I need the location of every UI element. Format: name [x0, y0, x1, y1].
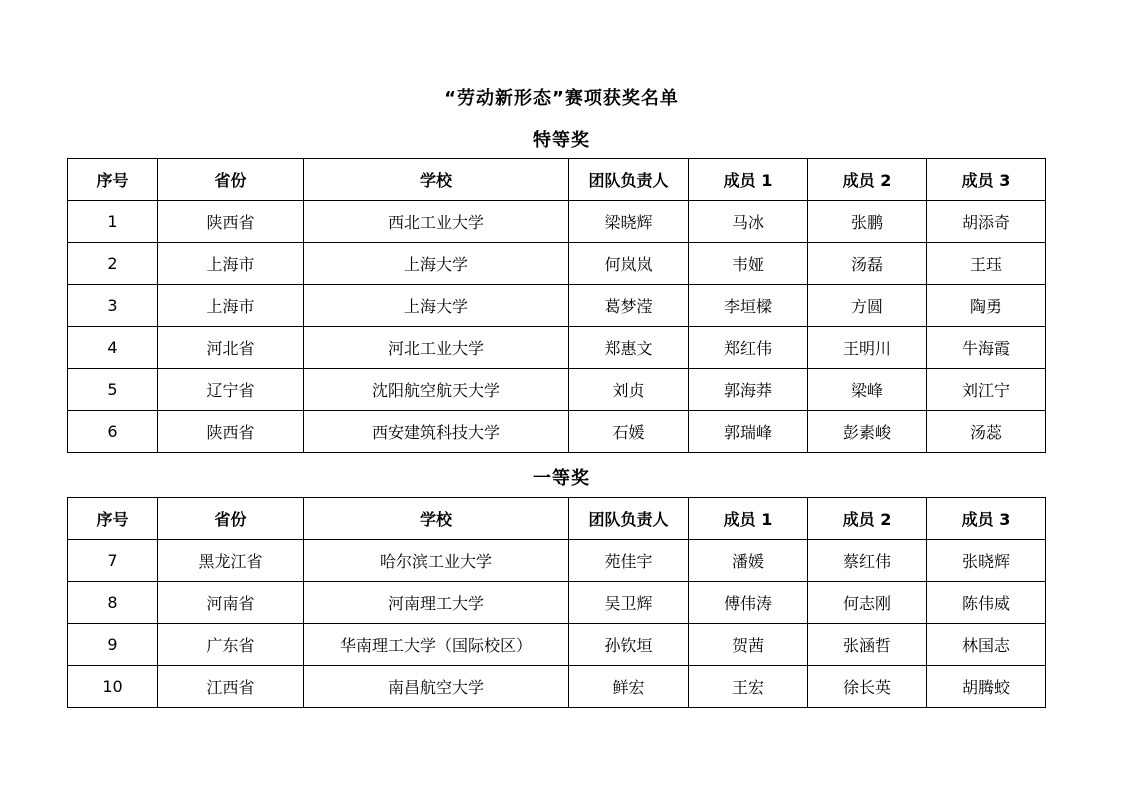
- cell-province: 广东省: [158, 624, 304, 666]
- cell-school: 华南理工大学（国际校区）: [304, 624, 569, 666]
- cell-member-1: 郑红伟: [689, 327, 808, 369]
- first-prize-table: [67, 497, 1046, 708]
- table-row: [68, 666, 1046, 708]
- cell-leader: 孙钦垣: [569, 624, 689, 666]
- column-header-member-1: 成员 1: [689, 498, 808, 540]
- cell-member-1: 贺茜: [689, 624, 808, 666]
- cell-member-2: 张鹏: [808, 201, 927, 243]
- table-row: [68, 582, 1046, 624]
- cell-school: 上海大学: [304, 285, 569, 327]
- cell-index: 1: [68, 201, 158, 243]
- cell-member-3: 陶勇: [927, 285, 1046, 327]
- cell-index: 10: [68, 666, 158, 708]
- cell-member-2: 梁峰: [808, 369, 927, 411]
- table-row: [68, 624, 1046, 666]
- cell-member-3: 刘江宁: [927, 369, 1046, 411]
- cell-leader: 石媛: [569, 411, 689, 453]
- cell-index: 9: [68, 624, 158, 666]
- column-header-index: 序号: [68, 498, 158, 540]
- cell-member-3: 张晓辉: [927, 540, 1046, 582]
- cell-leader: 刘贞: [569, 369, 689, 411]
- cell-index: 2: [68, 243, 158, 285]
- cell-leader: 何岚岚: [569, 243, 689, 285]
- table-row: [68, 540, 1046, 582]
- cell-province: 陕西省: [158, 201, 304, 243]
- column-header-school: 学校: [304, 159, 569, 201]
- cell-member-1: 郭瑞峰: [689, 411, 808, 453]
- cell-school: 哈尔滨工业大学: [304, 540, 569, 582]
- section-title-first-prize: 一等奖: [533, 468, 590, 489]
- column-header-member-3: 成员 3: [927, 159, 1046, 201]
- cell-leader: 梁晓辉: [569, 201, 689, 243]
- cell-school: 沈阳航空航天大学: [304, 369, 569, 411]
- cell-member-3: 牛海霞: [927, 327, 1046, 369]
- cell-province: 河北省: [158, 327, 304, 369]
- table-row: [68, 285, 1046, 327]
- cell-member-1: 马冰: [689, 201, 808, 243]
- cell-index: 4: [68, 327, 158, 369]
- column-header-school: 学校: [304, 498, 569, 540]
- column-header-leader: 团队负责人: [569, 159, 689, 201]
- special-prize-table: [67, 158, 1046, 453]
- cell-member-1: 傅伟涛: [689, 582, 808, 624]
- table-row: [68, 411, 1046, 453]
- cell-member-2: 蔡红伟: [808, 540, 927, 582]
- cell-school: 河北工业大学: [304, 327, 569, 369]
- table-row: [68, 243, 1046, 285]
- cell-member-3: 林国志: [927, 624, 1046, 666]
- table-row: [68, 369, 1046, 411]
- cell-school: 上海大学: [304, 243, 569, 285]
- cell-leader: 鲜宏: [569, 666, 689, 708]
- cell-member-2: 王明川: [808, 327, 927, 369]
- cell-school: 河南理工大学: [304, 582, 569, 624]
- column-header-province: 省份: [158, 498, 304, 540]
- cell-province: 陕西省: [158, 411, 304, 453]
- column-header-province: 省份: [158, 159, 304, 201]
- cell-province: 上海市: [158, 285, 304, 327]
- cell-leader: 葛梦滢: [569, 285, 689, 327]
- cell-member-1: 潘媛: [689, 540, 808, 582]
- cell-province: 江西省: [158, 666, 304, 708]
- cell-member-1: 王宏: [689, 666, 808, 708]
- cell-member-3: 汤蕊: [927, 411, 1046, 453]
- cell-leader: 吴卫辉: [569, 582, 689, 624]
- column-header-leader: 团队负责人: [569, 498, 689, 540]
- table-row: [68, 327, 1046, 369]
- cell-member-2: 何志刚: [808, 582, 927, 624]
- cell-member-3: 胡腾蛟: [927, 666, 1046, 708]
- cell-member-1: 郭海莽: [689, 369, 808, 411]
- column-header-member-2: 成员 2: [808, 498, 927, 540]
- column-header-index: 序号: [68, 159, 158, 201]
- cell-member-2: 方圆: [808, 285, 927, 327]
- cell-province: 上海市: [158, 243, 304, 285]
- cell-member-1: 韦娅: [689, 243, 808, 285]
- page-title: “劳动新形态”赛项获奖名单: [444, 88, 679, 109]
- column-header-member-1: 成员 1: [689, 159, 808, 201]
- table-header-row: [68, 498, 1046, 540]
- cell-index: 7: [68, 540, 158, 582]
- cell-leader: 郑惠文: [569, 327, 689, 369]
- cell-member-2: 汤磊: [808, 243, 927, 285]
- table-header-row: [68, 159, 1046, 201]
- cell-province: 辽宁省: [158, 369, 304, 411]
- table-row: [68, 201, 1046, 243]
- cell-member-1: 李垣樑: [689, 285, 808, 327]
- cell-leader: 苑佳宇: [569, 540, 689, 582]
- cell-index: 3: [68, 285, 158, 327]
- section-title-special-prize: 特等奖: [533, 130, 590, 151]
- cell-member-3: 王珏: [927, 243, 1046, 285]
- cell-member-2: 徐长英: [808, 666, 927, 708]
- cell-index: 6: [68, 411, 158, 453]
- cell-index: 8: [68, 582, 158, 624]
- column-header-member-3: 成员 3: [927, 498, 1046, 540]
- cell-school: 西安建筑科技大学: [304, 411, 569, 453]
- column-header-member-2: 成员 2: [808, 159, 927, 201]
- cell-school: 西北工业大学: [304, 201, 569, 243]
- cell-member-3: 陈伟威: [927, 582, 1046, 624]
- cell-index: 5: [68, 369, 158, 411]
- cell-member-2: 张涵哲: [808, 624, 927, 666]
- cell-province: 河南省: [158, 582, 304, 624]
- cell-province: 黑龙江省: [158, 540, 304, 582]
- cell-school: 南昌航空大学: [304, 666, 569, 708]
- cell-member-2: 彭素峻: [808, 411, 927, 453]
- cell-member-3: 胡添奇: [927, 201, 1046, 243]
